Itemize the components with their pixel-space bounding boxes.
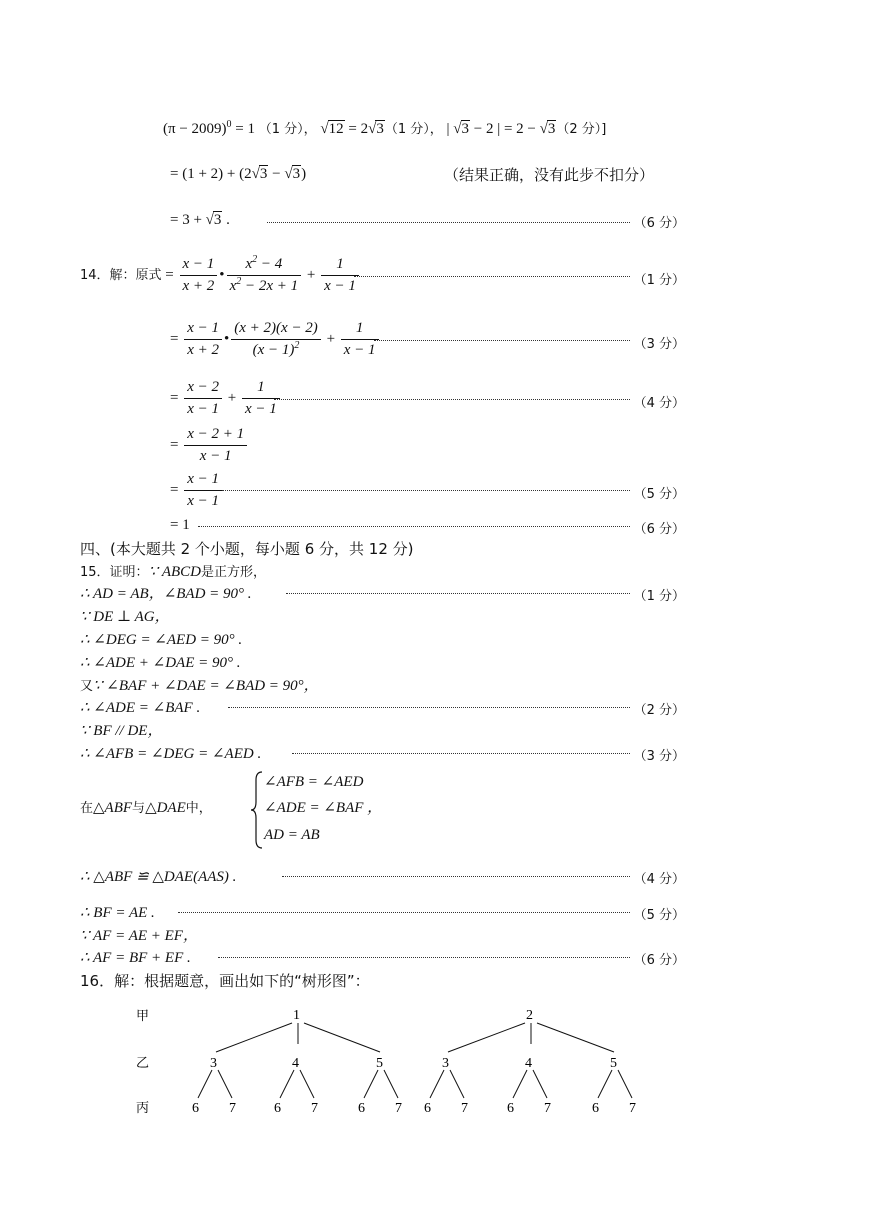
eval-note: （结果正确，没有此步不扣分） <box>444 166 655 184</box>
q15-line-12: ∵ AF = AE + EF， <box>80 928 198 944</box>
q14-step6: = 1 <box>170 517 190 533</box>
score-4: （4 分） <box>633 872 685 887</box>
tree-leaf: 7 <box>544 1101 551 1116</box>
tree-leaf: 6 <box>424 1101 431 1116</box>
score-note: （1 分）， <box>384 122 443 137</box>
q14-step3: = $\frac{x - 2}{x - 1}$ + $\frac{1}{x - 1}$ <box>170 379 282 418</box>
q15-line-5: ∴ ∠ADE + ∠DAE = 90° . <box>80 655 241 671</box>
score-4: （4 分） <box>633 396 685 411</box>
tree-leaf: 6 <box>592 1101 599 1116</box>
q15-line-9: ∴ ∠AFB = ∠DEG = ∠AED . <box>80 746 262 762</box>
leader-dots <box>274 399 630 400</box>
eval-line-3: = 3 + √3 . <box>170 212 230 228</box>
score-3: （3 分） <box>633 749 685 764</box>
q15-line-1: 15．证明：∵ ABCD是正方形， <box>80 564 267 580</box>
q14-step5: = $\frac{x - 1}{x - 1}$ <box>170 471 224 510</box>
leader-dots <box>282 876 630 877</box>
section-heading: 四、(本大题共 2 个小题，每小题 6 分，共 12 分) <box>80 540 414 558</box>
eval-line-1 <box>163 120 606 139</box>
tree-node: 3 <box>442 1056 449 1071</box>
score-1: （1 分） <box>633 589 685 604</box>
q15-line-3: ∵ DE ⊥ AG， <box>80 609 170 625</box>
q15-line-13: ∴ AF = BF + EF . <box>80 950 191 966</box>
system-eq-1: ∠AFB = ∠AED <box>264 774 364 790</box>
row-label-bing: 丙 <box>136 1101 150 1116</box>
q15-line-8: ∵ BF // DE， <box>80 723 163 739</box>
system-eq-3: AD = AB <box>264 827 320 843</box>
leader-dots <box>354 276 630 277</box>
q15-line-2: ∴ AD = AB，∠BAD = 90° . <box>80 586 252 602</box>
leader-dots <box>178 912 630 913</box>
tree-leaf: 7 <box>229 1101 236 1116</box>
score-6: （6 分） <box>633 216 685 231</box>
q14-prefix: 14．解：原式 <box>80 267 162 283</box>
system-eq-2: ∠ADE = ∠BAF ， <box>264 800 383 816</box>
leader-dots <box>222 490 630 491</box>
leader-dots <box>374 340 630 341</box>
tree-root-1: 1 <box>293 1008 300 1023</box>
eval-line-2: = (1 + 2) + (2√3 − √3) <box>170 166 307 182</box>
leader-dots <box>198 526 630 527</box>
q15-line-10: ∴ △ABF ≌ △DAE(AAS) . <box>80 869 237 885</box>
q15-line-11: ∴ BF = AE . <box>80 905 155 921</box>
q16-intro: 16．解：根据题意，画出如下的“树形图”： <box>80 972 370 990</box>
score-5: （5 分） <box>633 908 685 923</box>
tree-leaf: 6 <box>274 1101 281 1116</box>
leader-dots <box>228 707 630 708</box>
tree-leaf: 7 <box>311 1101 318 1116</box>
tree-root-2: 2 <box>526 1008 533 1023</box>
q14-step4: = $\frac{x - 2 + 1}{x - 1}$ <box>170 426 249 465</box>
score-6: （6 分） <box>633 522 685 537</box>
tree-node: 5 <box>376 1056 383 1071</box>
tree-diagram <box>0 1000 869 1125</box>
q15-line-6: 又∵ ∠BAF + ∠DAE = ∠BAD = 90°， <box>80 678 319 694</box>
leader-dots <box>218 957 630 958</box>
term-pi-power: $(\pi - 2009)^0 = 1$ <box>163 119 259 137</box>
tree-node: 4 <box>525 1056 532 1071</box>
q14-step2: = $\frac{x - 1}{x + 2}$ • $\frac{(x + 2)(x - 2)}{(x - 1)^2}$ + $\frac{1}{x - 1}$ <box>170 320 381 359</box>
leader-dots <box>286 593 630 594</box>
leader-dots <box>292 753 630 754</box>
tree-node: 5 <box>610 1056 617 1071</box>
term-sqrt12: √12 = 2√3 <box>320 121 384 137</box>
term-abs: | √3 − 2 | = 2 − √3 <box>446 121 556 137</box>
leader-dots <box>267 222 630 223</box>
tree-leaf: 6 <box>358 1101 365 1116</box>
tree-leaf: 7 <box>629 1101 636 1116</box>
score-note: （2 分）] <box>556 122 607 137</box>
score-3: （3 分） <box>633 337 685 352</box>
q15-system-intro: 在△ABF与△DAE中， <box>80 800 212 816</box>
q15-line-7: ∴ ∠ADE = ∠BAF . <box>80 700 201 716</box>
q14-step1: 14．解：原式 = $\frac{x - 1}{x + 2}$ • $\frac{x^2 - 4}{x^2 - 2x + 1}$ + $\frac{1}{x - 1}$ <box>80 256 361 295</box>
row-label-jia: 甲 <box>136 1009 150 1024</box>
score-1: （1 分） <box>633 273 685 288</box>
tree-leaf: 6 <box>507 1101 514 1116</box>
tree-node: 3 <box>210 1056 217 1071</box>
q15-line-4: ∴ ∠DEG = ∠AED = 90° . <box>80 632 243 648</box>
tree-leaf: 7 <box>395 1101 402 1116</box>
score-2: （2 分） <box>633 703 685 718</box>
score-note: （1 分）， <box>258 122 317 137</box>
score-6: （6 分） <box>633 953 685 968</box>
tree-leaf: 7 <box>461 1101 468 1116</box>
score-5: （5 分） <box>633 487 685 502</box>
row-label-yi: 乙 <box>136 1056 150 1071</box>
tree-node: 4 <box>292 1056 299 1071</box>
system-brace <box>250 770 264 850</box>
tree-leaf: 6 <box>192 1101 199 1116</box>
